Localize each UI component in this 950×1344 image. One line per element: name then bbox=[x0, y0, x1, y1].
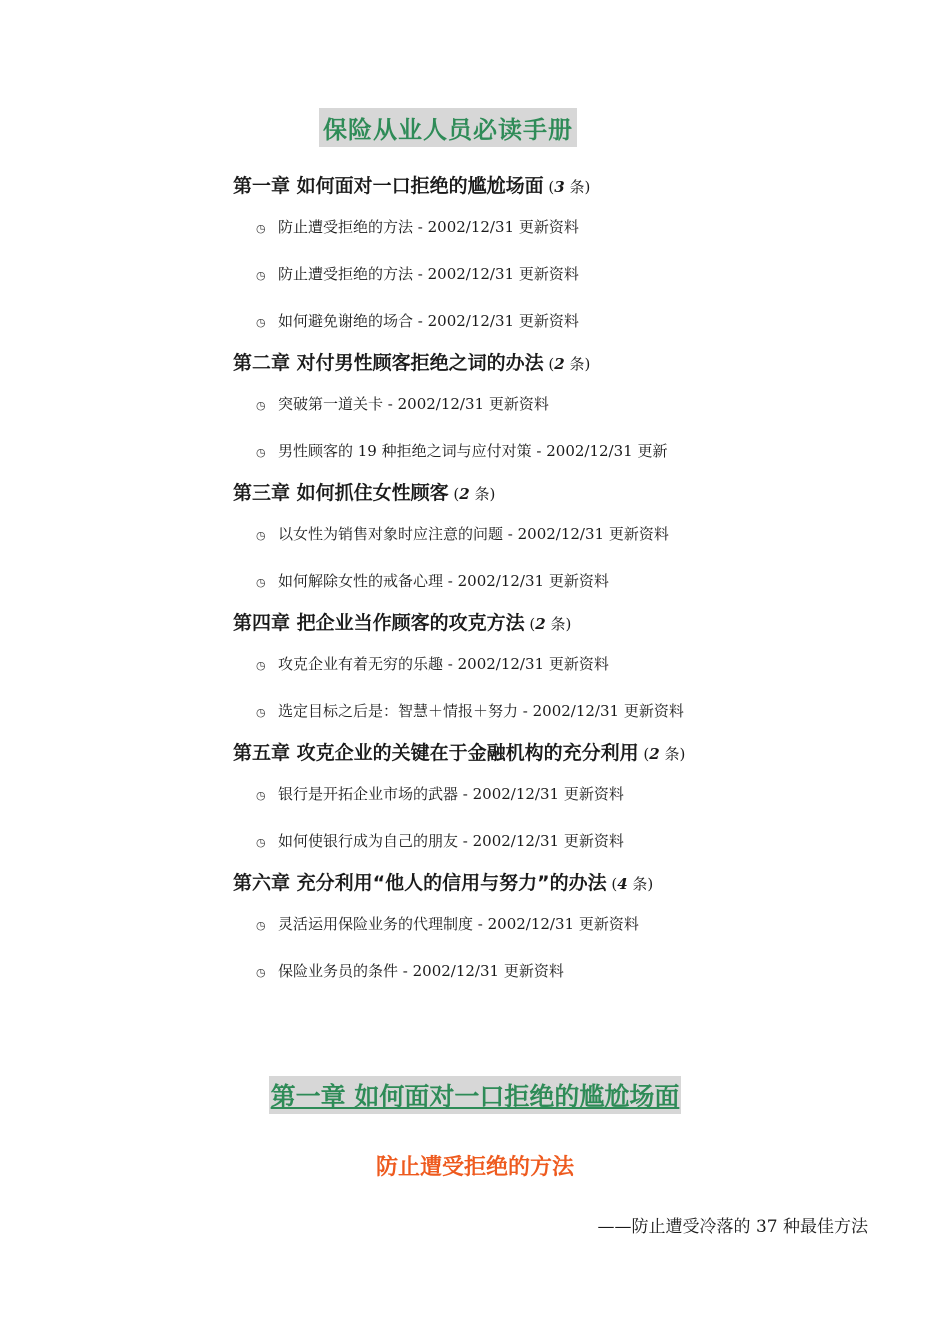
clock-bullet-icon: ◷ bbox=[256, 919, 266, 932]
document-title: 保险从业人员必读手册 bbox=[319, 108, 577, 147]
toc-list-item[interactable] bbox=[256, 381, 873, 428]
clock-bullet-icon: ◷ bbox=[256, 316, 266, 329]
chapter-entry[interactable] bbox=[233, 605, 873, 641]
clock-bullet-icon: ◷ bbox=[256, 269, 266, 282]
toc-list-item[interactable] bbox=[256, 688, 873, 735]
toc-item-link[interactable]: 突破第一道关卡 - 2002/12/31 更新资料 bbox=[278, 395, 549, 413]
count-open: ( bbox=[638, 745, 650, 763]
count-number: 2 bbox=[649, 745, 660, 763]
article-byline: ——防止遭受冷落的 37 种最佳方法 bbox=[597, 1217, 868, 1237]
clock-bullet-icon: ◷ bbox=[256, 789, 266, 802]
chapter-entry[interactable] bbox=[233, 168, 873, 204]
toc-item-link[interactable]: 防止遭受拒绝的方法 - 2002/12/31 更新资料 bbox=[278, 218, 579, 236]
clock-bullet-icon: ◷ bbox=[256, 576, 266, 589]
article-title: 防止遭受拒绝的方法 bbox=[375, 1155, 574, 1180]
table-of-contents bbox=[233, 168, 873, 995]
count-open: ( bbox=[543, 355, 555, 373]
toc-item-link[interactable]: 攻克企业有着无穷的乐趣 - 2002/12/31 更新资料 bbox=[278, 655, 609, 673]
chapter-title: 第四章 把企业当作顾客的攻克方法 bbox=[233, 612, 525, 634]
chapter-item-count bbox=[525, 615, 572, 633]
count-number: 2 bbox=[554, 355, 565, 373]
clock-bullet-icon: ◷ bbox=[256, 706, 266, 719]
toc-list-item[interactable] bbox=[256, 771, 873, 818]
chapter-title: 第一章 如何面对一口拒绝的尴尬场面 bbox=[233, 175, 544, 197]
toc-item-link[interactable]: 如何使银行成为自己的朋友 - 2002/12/31 更新资料 bbox=[278, 832, 624, 850]
toc-list-item[interactable] bbox=[256, 204, 873, 251]
count-open: ( bbox=[448, 485, 460, 503]
toc-list-item[interactable] bbox=[256, 818, 873, 865]
chapter-title: 第三章 如何抓住女性顾客 bbox=[233, 482, 449, 504]
toc-list-item[interactable] bbox=[256, 298, 873, 345]
toc-item-link[interactable]: 选定目标之后是：智慧＋情报＋努力 - 2002/12/31 更新资料 bbox=[278, 702, 684, 720]
chapter-item-count bbox=[639, 745, 686, 763]
clock-bullet-icon: ◷ bbox=[256, 222, 266, 235]
toc-item-link[interactable]: 银行是开拓企业市场的武器 - 2002/12/31 更新资料 bbox=[278, 785, 624, 803]
toc-list-item[interactable] bbox=[256, 251, 873, 298]
chapter-item-count bbox=[544, 178, 591, 196]
chapter-item-count bbox=[449, 485, 496, 503]
chapter-entry[interactable] bbox=[233, 475, 873, 511]
toc-item-link[interactable]: 保险业务员的条件 - 2002/12/31 更新资料 bbox=[278, 962, 564, 980]
toc-list-item[interactable] bbox=[256, 641, 873, 688]
toc-item-link[interactable]: 灵活运用保险业务的代理制度 - 2002/12/31 更新资料 bbox=[278, 915, 639, 933]
document-title-block bbox=[0, 108, 950, 147]
chapter-title: 第五章 攻克企业的关键在于金融机构的充分利用 bbox=[233, 742, 639, 764]
chapter-heading-link[interactable]: 第一章 如何面对一口拒绝的尴尬场面 bbox=[269, 1076, 682, 1114]
toc-list-item[interactable] bbox=[256, 558, 873, 605]
count-close: 条) bbox=[659, 745, 686, 763]
toc-list-item[interactable] bbox=[256, 901, 873, 948]
clock-bullet-icon: ◷ bbox=[256, 399, 266, 412]
toc-list-item[interactable] bbox=[256, 511, 873, 558]
count-close: 条) bbox=[627, 875, 654, 893]
count-number: 3 bbox=[554, 178, 565, 196]
toc-list-item[interactable] bbox=[256, 428, 873, 475]
count-close: 条) bbox=[564, 178, 591, 196]
toc-list-item[interactable] bbox=[256, 948, 873, 995]
chapter-entry[interactable] bbox=[233, 345, 873, 381]
count-open: ( bbox=[606, 875, 618, 893]
count-open: ( bbox=[524, 615, 536, 633]
count-close: 条) bbox=[469, 485, 496, 503]
chapter-title: 第二章 对付男性顾客拒绝之词的办法 bbox=[233, 352, 544, 374]
toc-item-link[interactable]: 男性顾客的 19 种拒绝之词与应付对策 - 2002/12/31 更新 bbox=[278, 442, 668, 460]
toc-item-link[interactable]: 以女性为销售对象时应注意的问题 - 2002/12/31 更新资料 bbox=[278, 525, 669, 543]
clock-bullet-icon: ◷ bbox=[256, 659, 266, 672]
chapter-item-count bbox=[607, 875, 654, 893]
chapter-heading-block bbox=[0, 1076, 950, 1114]
count-number: 2 bbox=[535, 615, 546, 633]
count-close: 条) bbox=[545, 615, 572, 633]
toc-item-link[interactable]: 如何避免谢绝的场合 - 2002/12/31 更新资料 bbox=[278, 312, 579, 330]
toc-item-link[interactable]: 防止遭受拒绝的方法 - 2002/12/31 更新资料 bbox=[278, 265, 579, 283]
clock-bullet-icon: ◷ bbox=[256, 529, 266, 542]
count-open: ( bbox=[543, 178, 555, 196]
toc-item-link[interactable]: 如何解除女性的戒备心理 - 2002/12/31 更新资料 bbox=[278, 572, 609, 590]
count-number: 4 bbox=[617, 875, 628, 893]
count-number: 2 bbox=[459, 485, 470, 503]
count-close: 条) bbox=[564, 355, 591, 373]
chapter-entry[interactable] bbox=[233, 735, 873, 771]
clock-bullet-icon: ◷ bbox=[256, 446, 266, 459]
clock-bullet-icon: ◷ bbox=[256, 966, 266, 979]
clock-bullet-icon: ◷ bbox=[256, 836, 266, 849]
chapter-item-count bbox=[544, 355, 591, 373]
chapter-title: 第六章 充分利用“他人的信用与努力”的办法 bbox=[233, 872, 607, 894]
chapter-entry[interactable] bbox=[233, 865, 873, 901]
